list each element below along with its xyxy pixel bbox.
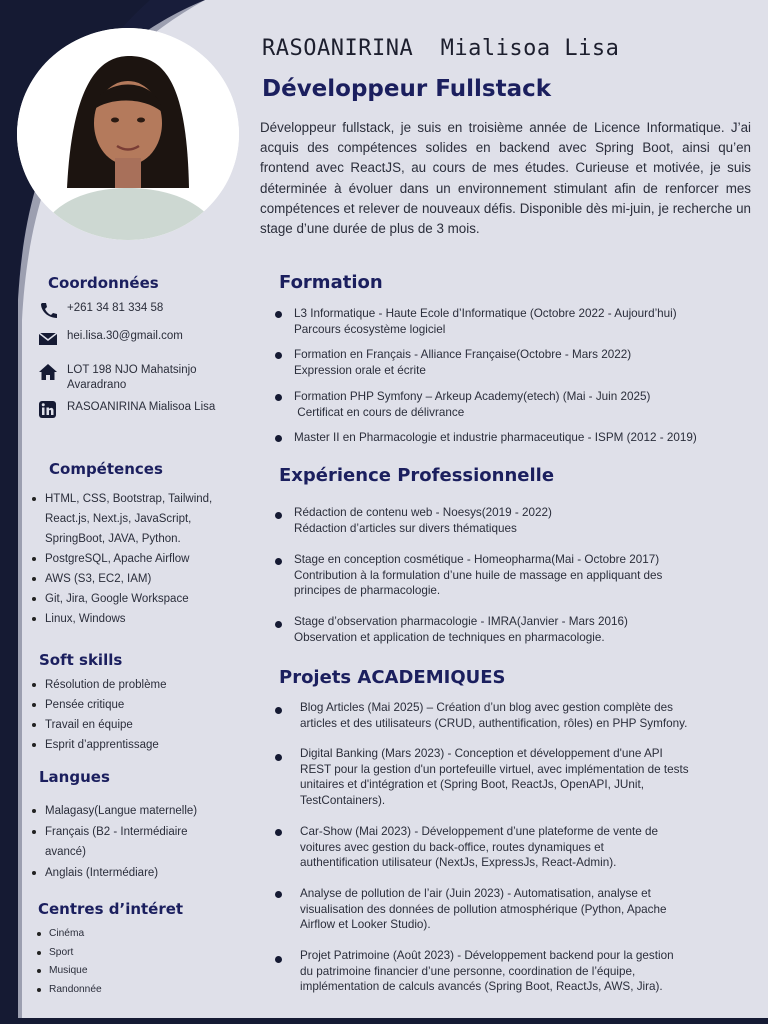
project-line: Airflow et Looker Studio). xyxy=(300,918,431,932)
project-line: authentification utilisateur (NextJs, ExpressJs, React-Admin). xyxy=(300,856,617,870)
bullet-dot xyxy=(275,891,282,898)
project-line: du patrimoine financier d’une personne, coordination de l’équipe, xyxy=(300,964,636,978)
bullet-dot xyxy=(275,956,282,963)
project-line: Analyse de pollution de l’air (Juin 2023) - Automatisation, analyse et xyxy=(300,887,651,900)
list-item: Sport xyxy=(35,944,235,963)
list-item: AWS (S3, EC2, IAM) xyxy=(30,569,235,589)
email-address[interactable]: hei.lisa.30@gmail.com xyxy=(67,330,183,342)
contact-address xyxy=(38,363,197,393)
bullet-dot xyxy=(275,352,282,359)
phone-icon xyxy=(38,301,58,319)
project-line: REST pour la gestion d'un portefeuille virtuel, avec implémentation de tests xyxy=(300,762,689,776)
contact-email[interactable] xyxy=(38,329,183,347)
project-line: implémentation de calculs avancés (Spring Boot, ReactJs, AWS, Jira). xyxy=(300,980,663,994)
list-item: Résolution de problème xyxy=(30,675,235,695)
list-item: Linux, Windows xyxy=(30,609,235,629)
experience-heading: Expérience Professionnelle xyxy=(279,465,555,486)
list-item xyxy=(30,489,235,549)
list-item: Malagasy(Langue maternelle) xyxy=(30,801,235,822)
job-title: Développeur Fullstack xyxy=(262,76,552,102)
home-icon xyxy=(38,363,58,381)
project-item xyxy=(275,948,750,995)
project-item xyxy=(275,746,750,808)
project-item xyxy=(275,824,750,871)
phone-number: +261 34 81 334 58 xyxy=(67,302,164,314)
skill-line: HTML, CSS, Bootstrap, Tailwind, xyxy=(45,493,213,505)
project-line: Blog Articles (Mai 2025) – Création d’un blog avec gestion complète des xyxy=(300,701,673,714)
formation-detail: Expression orale et écrite xyxy=(294,363,426,377)
project-item xyxy=(275,700,750,731)
profile-summary: Développeur fullstack, je suis en troisième année de Licence Informatique. J’ai acquis des compétences solides en backend avec Spring Boot, ainsi qu’en frontend avec ReactJS, au cours de mes études. Curieuse et motivée, je suis déterminée à évoluer dans un environnement stimulant afin de renforcer mes compétences et relever de nouveaux défis. Disponible dès mi-juin, je recherche un stage d’une durée de plus de 3 mois. xyxy=(260,120,751,237)
formation-item xyxy=(275,347,745,378)
list-item: Cinéma xyxy=(35,925,235,944)
contact-phone xyxy=(38,301,163,319)
experience-title: Stage d’observation pharmacologie - IMRA(Janvier - Mars 2016) xyxy=(294,615,628,628)
project-line: Digital Banking (Mars 2023) - Conception et développement d'une API xyxy=(300,747,663,760)
formation-title: Formation en Français - Alliance Française(Octobre - Mars 2022) xyxy=(294,348,632,361)
formation-detail: Parcours écosystème logiciel xyxy=(294,322,446,336)
list-item xyxy=(30,822,235,863)
experience-detail: Rédaction d’articles sur divers thématiques xyxy=(294,521,517,535)
list-item: Esprit d’apprentissage xyxy=(30,735,235,755)
list-item: Anglais (Intermédiare) xyxy=(30,863,235,884)
profile-photo xyxy=(17,28,239,240)
projects-heading: Projets ACADEMIQUES xyxy=(279,667,506,688)
project-line: visualisation des données de pollution atmosphérique (Python, Apache xyxy=(300,902,667,916)
project-line: Car-Show (Mai 2023) - Développement d’une plateforme de vente de xyxy=(300,825,658,838)
formation-heading: Formation xyxy=(279,272,383,293)
project-line: TestContainers). xyxy=(300,793,386,807)
soft-skills-list xyxy=(30,675,235,755)
formation-item xyxy=(275,430,745,446)
formation-item xyxy=(275,306,745,337)
language-line: avancé) xyxy=(45,846,86,858)
formation-title: Master II en Pharmacologie et industrie pharmaceutique - ISPM (2012 - 2019) xyxy=(294,431,697,444)
project-line: unitaires et d'intégration et (Spring Boot, ReactJs, OpenAPI, JUnit, xyxy=(300,778,644,792)
experience-detail: Contribution à la formulation d’une huile de massage en appliquant des xyxy=(294,568,663,582)
languages-list xyxy=(30,801,235,883)
address-text xyxy=(67,363,197,393)
project-line: voitures avec gestion du back-office, routes dynamiques et xyxy=(300,840,604,854)
experience-item xyxy=(275,614,745,645)
skill-line: React.js, Next.js, JavaScript, xyxy=(45,513,192,525)
language-line: Français (B2 - Intermédiaire xyxy=(45,825,188,838)
list-item: Randonnée xyxy=(35,981,235,1000)
linkedin-icon xyxy=(38,400,58,418)
project-line: Projet Patrimoine (Août 2023) - Développement backend pour la gestion xyxy=(300,949,674,962)
bullet-dot xyxy=(275,707,282,714)
bullet-dot xyxy=(275,394,282,401)
languages-heading: Langues xyxy=(39,768,110,786)
formation-title: L3 Informatique - Haute Ecole d’Informatique (Octobre 2022 - Aujourd’hui) xyxy=(294,307,677,320)
experience-item xyxy=(275,552,745,599)
bullet-dot xyxy=(275,311,282,318)
list-item: Travail en équipe xyxy=(30,715,235,735)
experience-title: Rédaction de contenu web - Noesys(2019 - 2022) xyxy=(294,506,552,519)
list-item: Musique xyxy=(35,962,235,981)
experience-detail: Observation et application de techniques en pharmacologie. xyxy=(294,630,605,644)
skill-line: SpringBoot, JAVA, Python. xyxy=(45,533,181,545)
list-item: PostgreSQL, Apache Airflow xyxy=(30,549,235,569)
list-item: Git, Jira, Google Workspace xyxy=(30,589,235,609)
contact-heading: Coordonnées xyxy=(48,274,159,292)
experience-detail: principes de pharmacologie. xyxy=(294,584,441,598)
candidate-name: RASOANIRINA Mialisoa Lisa xyxy=(262,36,620,61)
interests-list xyxy=(35,925,235,999)
bullet-dot xyxy=(275,754,282,761)
bullet-dot xyxy=(275,558,282,565)
address-line-2: Avaradrano xyxy=(67,379,127,391)
project-item xyxy=(275,886,750,933)
bullet-dot xyxy=(275,829,282,836)
interests-heading: Centres d’intéret xyxy=(38,900,184,918)
formation-detail: Certificat en cours de délivrance xyxy=(294,405,465,419)
bullet-dot xyxy=(275,435,282,442)
formation-title: Formation PHP Symfony – Arkeup Academy(etech) (Mai - Juin 2025) xyxy=(294,390,651,403)
address-line-1: LOT 198 NJO Mahatsinjo xyxy=(67,364,197,376)
bullet-dot xyxy=(275,621,282,628)
formation-item xyxy=(275,389,745,420)
linkedin-name[interactable]: RASOANIRINA Mialisoa Lisa xyxy=(67,401,216,413)
list-item: Pensée critique xyxy=(30,695,235,715)
bullet-dot xyxy=(275,512,282,519)
skills-heading: Compétences xyxy=(49,460,163,478)
experience-item xyxy=(275,505,745,536)
soft-skills-heading: Soft skills xyxy=(39,651,123,669)
skills-list xyxy=(30,489,235,629)
mail-icon xyxy=(38,329,58,347)
project-line: articles et des utilisateurs (CRUD, authentification, rôles) en PHP Symfony. xyxy=(300,716,688,730)
contact-linkedin[interactable] xyxy=(38,400,215,418)
experience-title: Stage en conception cosmétique - Homeopharma(Mai - Octobre 2017) xyxy=(294,553,660,566)
